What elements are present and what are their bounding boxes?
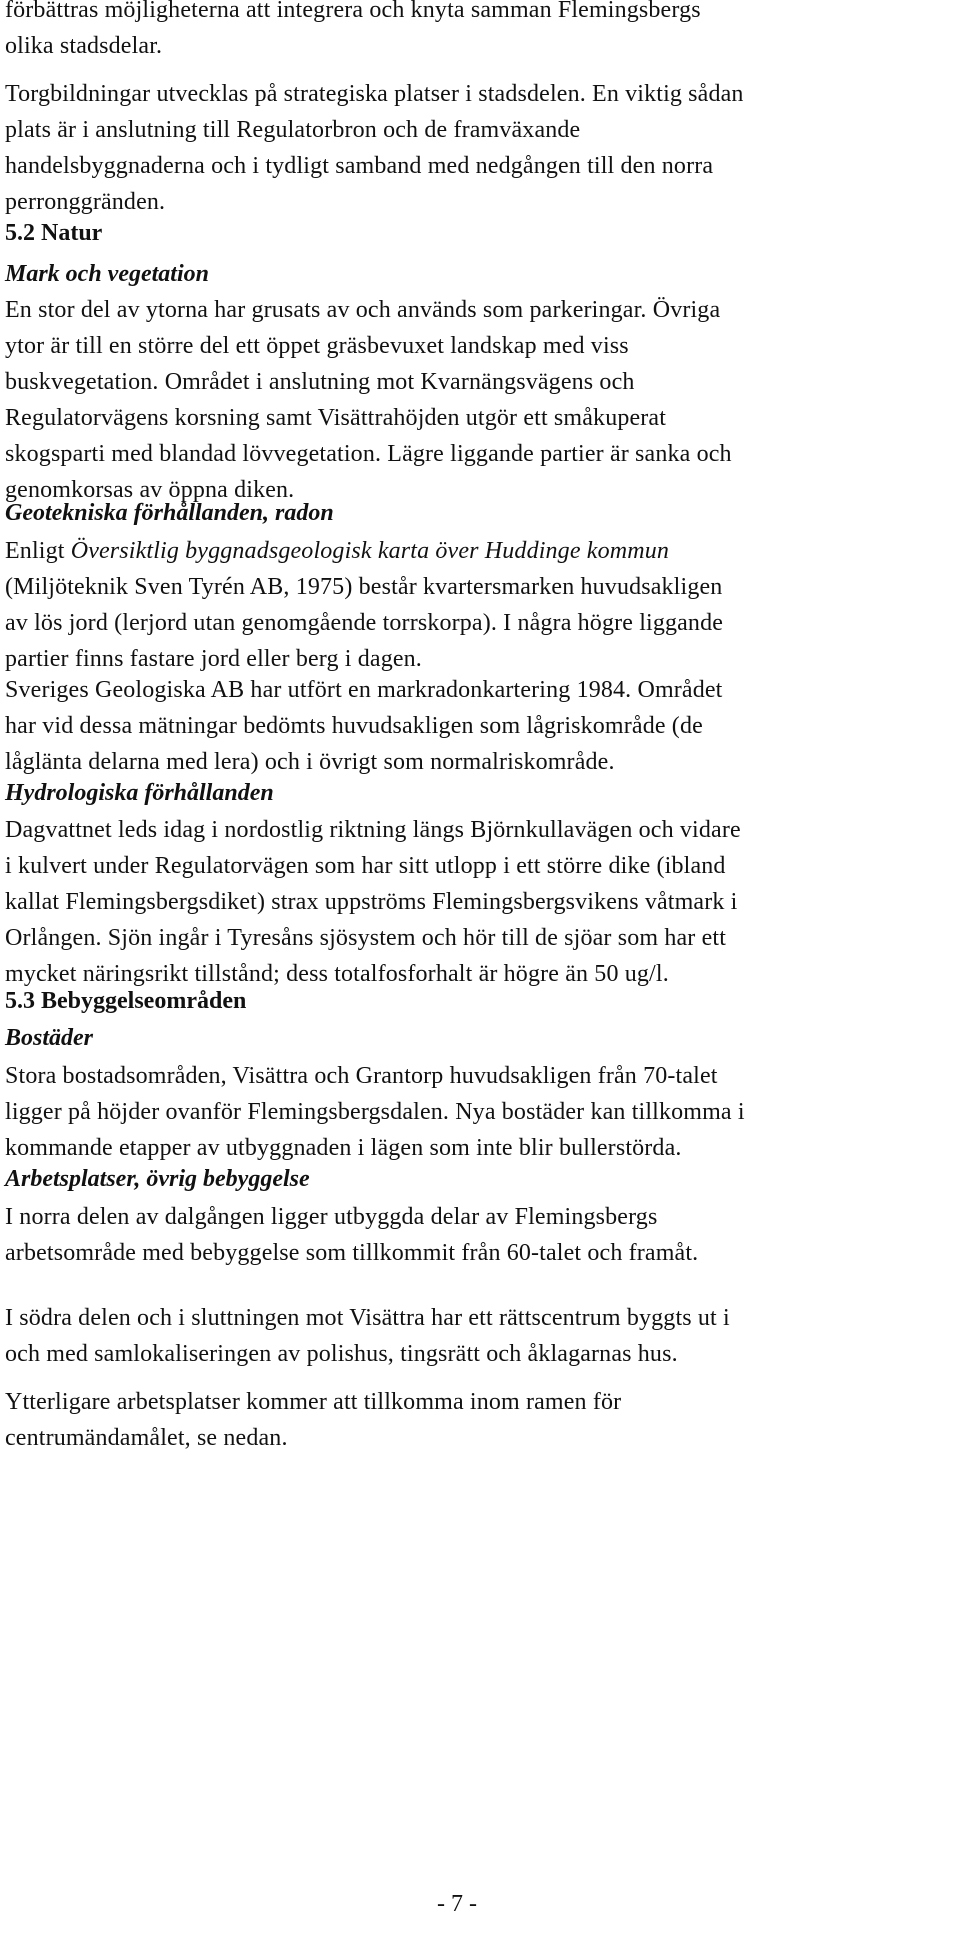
text-line: genomkorsas av öppna diken. (5, 477, 295, 503)
geo-paragraph (5, 533, 723, 677)
text-line: ligger på höjder ovanför Flemingsbergsdalen. Nya bostäder kan tillkomma i (5, 1099, 745, 1125)
text-line: av lös jord (lerjord utan genomgående torrskorpa). I några högre liggande (5, 610, 724, 636)
text-line: Sveriges Geologiska AB har utfört en markradonkartering 1984. Området (5, 677, 723, 703)
subheading-arbetsplatser: Arbetsplatser, övrig bebyggelse (5, 1166, 310, 1192)
text-line: partier finns fastare jord eller berg i dagen. (5, 646, 422, 672)
text-line: (Miljöteknik Sven Tyrén AB, 1975) består kvartersmarken huvudsakligen (5, 574, 723, 600)
text-line: Dagvattnet leds idag i nordostlig riktning längs Björnkullavägen och vidare (5, 817, 741, 843)
section-heading-5-3: 5.3 Bebyggelseområden (5, 988, 247, 1014)
text-line: Ytterligare arbetsplatser kommer att tillkomma inom ramen för (5, 1389, 622, 1415)
text-line: I södra delen och i sluttningen mot Visättra har ett rättscentrum byggts ut i (5, 1305, 730, 1331)
section-heading-5-2: 5.2 Natur (5, 220, 103, 246)
text-line: förbättras möjligheterna att integrera och knyta samman Flemingsbergs (5, 0, 701, 23)
bostader-paragraph (5, 1058, 745, 1166)
text-line: har vid dessa mätningar bedömts huvudsakligen som lågriskområde (de (5, 713, 703, 739)
arbetsplatser-paragraph-1 (5, 1199, 698, 1271)
text-line: olika stadsdelar. (5, 33, 163, 59)
text-line: kommande etapper av utbyggnaden i lägen som inte blir bullerstörda. (5, 1135, 682, 1161)
text-line: Stora bostadsområden, Visättra och Grantorp huvudsakligen från 70-talet (5, 1063, 718, 1089)
hydro-paragraph (5, 812, 741, 992)
text-line: Orlången. Sjön ingår i Tyresåns sjösystem och hör till de sjöar som har ett (5, 925, 727, 951)
radon-paragraph (5, 672, 723, 780)
text-line: handelsbyggnaderna och i tydligt samband med nedgången till den norra (5, 153, 714, 179)
text-line: låglänta delarna med lera) och i övrigt som normalriskområde. (5, 749, 615, 775)
text-line: En stor del av ytorna har grusats av och används som parkeringar. Övriga (5, 297, 721, 323)
text-line: Regulatorvägens korsning samt Visättrahöjden utgör ett småkuperat (5, 405, 667, 431)
text-line: i kulvert under Regulatorvägen som har sitt utlopp i ett större dike (ibland (5, 853, 726, 879)
torg-paragraph (5, 76, 744, 220)
subheading-mark-och-vegetation: Mark och vegetation (5, 261, 209, 287)
text-line: I norra delen av dalgången ligger utbyggda delar av Flemingsbergs (5, 1204, 658, 1230)
text-line: ytor är till en större del ett öppet gräsbevuxet landskap med viss (5, 333, 629, 359)
text-line: skogsparti med blandad lövvegetation. Lägre liggande partier är sanka och (5, 441, 732, 467)
arbetsplatser-paragraph-2 (5, 1300, 730, 1372)
page-number: - 7 - (437, 1891, 477, 1917)
text-line: och med samlokaliseringen av polishus, tingsrätt och åklagarnas hus. (5, 1341, 678, 1367)
text-line: Torgbildningar utvecklas på strategiska platser i stadsdelen. En viktig sådan (5, 81, 744, 107)
text-line (5, 533, 723, 569)
text-line: perronggränden. (5, 189, 166, 215)
text-line: arbetsområde med bebyggelse som tillkommit från 60-talet och framåt. (5, 1240, 699, 1266)
text-line: centrumändamålet, se nedan. (5, 1425, 288, 1451)
intro-paragraph (5, 0, 701, 64)
text-line: plats är i anslutning till Regulatorbron och de framväxande (5, 117, 581, 143)
arbetsplatser-paragraph-3 (5, 1384, 621, 1456)
subheading-geotekniska: Geotekniska förhållanden, radon (5, 500, 334, 526)
subheading-hydrologiska: Hydrologiska förhållanden (5, 780, 274, 806)
text-line: buskvegetation. Området i anslutning mot Kvarnängsvägens och (5, 369, 635, 395)
subheading-bostader: Bostäder (5, 1025, 94, 1051)
text-fragment: Enligt (5, 538, 71, 564)
map-title-reference: Översiktlig byggnadsgeologisk karta över Huddinge kommun (70, 538, 670, 564)
text-line: mycket näringsrikt tillstånd; dess totalfosforhalt är högre än 50 ug/l. (5, 961, 669, 987)
mark-paragraph (5, 292, 732, 508)
text-line: kallat Flemingsbergsdiket) strax uppströms Flemingsbergsvikens våtmark i (5, 889, 738, 915)
